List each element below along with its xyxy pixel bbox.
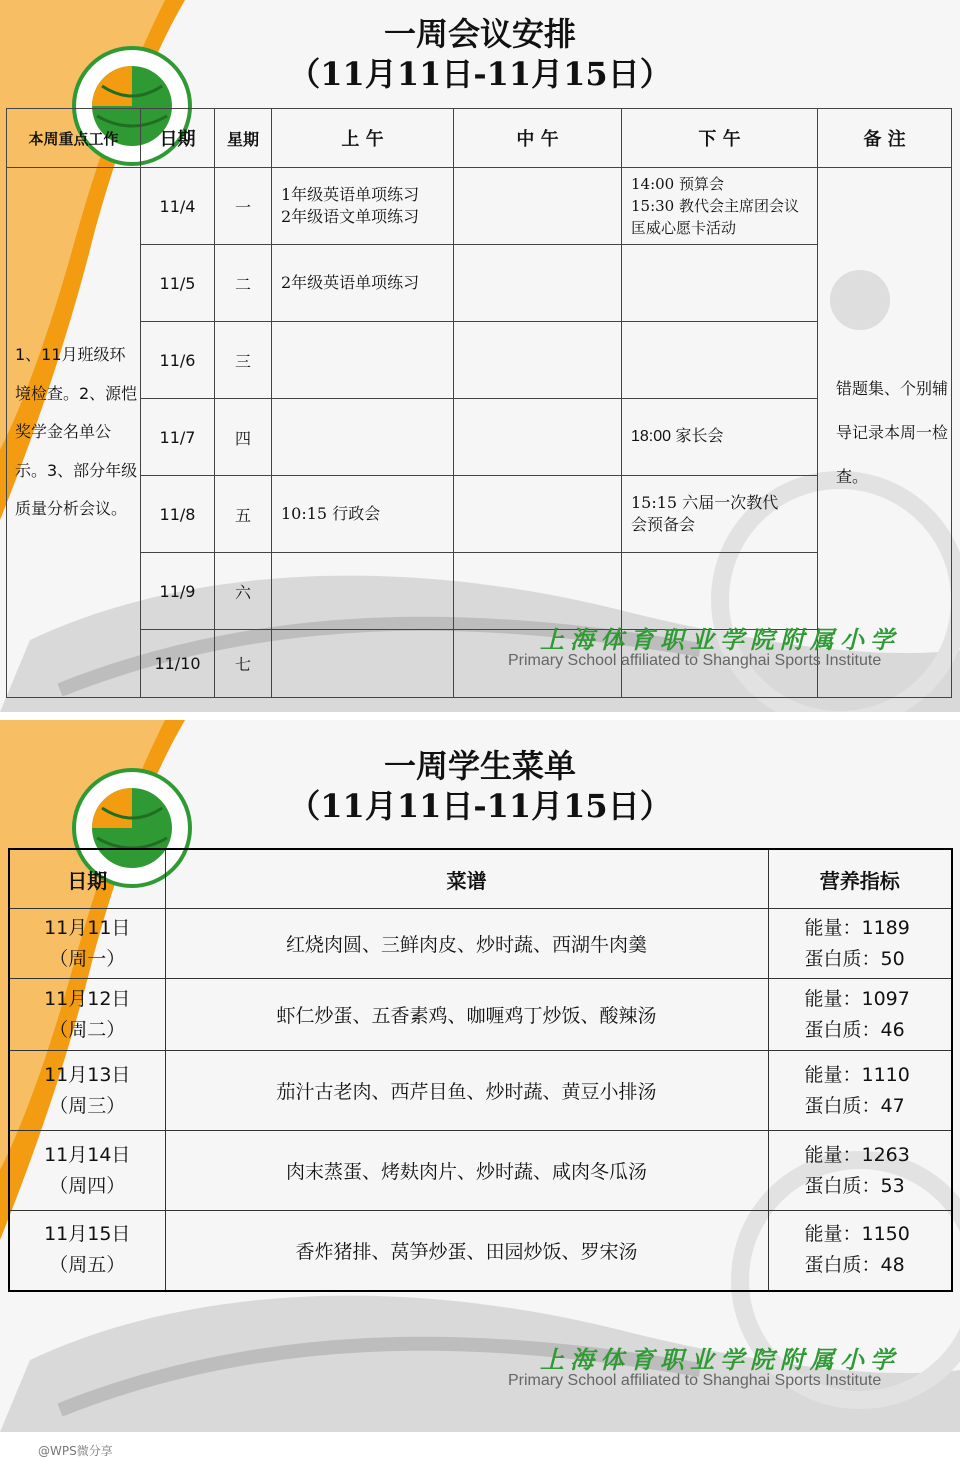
row-weekday: 七 <box>215 630 272 698</box>
school-name-en: Primary School affiliated to Shanghai Sports Institute <box>508 1372 882 1389</box>
header-noon: 中 午 <box>454 109 622 168</box>
header-weekday: 星期 <box>215 109 272 168</box>
row-weekday: 六 <box>215 553 272 630</box>
table-row <box>9 979 952 1051</box>
menu-dishes: 红烧肉圆、三鲜肉皮、炒时蔬、西湖牛肉羹 <box>165 909 768 979</box>
header-afternoon: 下 午 <box>622 109 818 168</box>
menu-dishes: 香炸猪排、莴笋炒蛋、田园炒饭、罗宋汤 <box>165 1211 768 1291</box>
row-afternoon: 14:00 预算会 15:30 教代会主席团会议 匡威心愿卡活动 <box>622 168 818 245</box>
school-name-cn: 上海体育职业学院附属小学 <box>540 625 900 654</box>
row-noon <box>454 476 622 553</box>
row-weekday: 一 <box>215 168 272 245</box>
row-weekday: 二 <box>215 245 272 322</box>
menu-dishes: 虾仁炒蛋、五香素鸡、咖喱鸡丁炒饭、酸辣汤 <box>165 979 768 1051</box>
row-date: 11/6 <box>141 322 215 399</box>
row-weekday: 五 <box>215 476 272 553</box>
menu-table <box>8 848 953 1292</box>
row-date: 11/7 <box>141 399 215 476</box>
table-row <box>9 1051 952 1131</box>
row-date: 11/5 <box>141 245 215 322</box>
row-morning: 2年级英语单项练习 <box>272 245 454 322</box>
row-morning: 10:15 行政会 <box>272 476 454 553</box>
table-row <box>9 909 952 979</box>
header-nutrition: 营养指标 <box>768 849 952 909</box>
row-morning <box>272 322 454 399</box>
menu-date: 11月11日 （周一） <box>9 909 165 979</box>
menu-nutrition: 能量：1263 蛋白质：53 <box>768 1131 952 1211</box>
student-menu-page <box>0 720 960 1432</box>
menu-dishes: 肉末蒸蛋、烤麸肉片、炒时蔬、咸肉冬瓜汤 <box>165 1131 768 1211</box>
row-morning: 1年级英语单项练习 2年级语文单项练习 <box>272 168 454 245</box>
header-morning: 上 午 <box>272 109 454 168</box>
table-row <box>7 399 952 476</box>
header-focus: 本周重点工作 <box>7 109 141 168</box>
menu-date: 11月13日 （周三） <box>9 1051 165 1131</box>
row-noon <box>454 245 622 322</box>
menu-date: 11月12日 （周二） <box>9 979 165 1051</box>
menu-title: 一周学生菜单 <box>383 747 576 785</box>
weekly-focus-text: 1、11月班级环境检查。2、源恺奖学金名单公示。3、部分年级质量分析会议。 <box>7 168 141 698</box>
menu-dishes: 茄汁古老肉、西芹目鱼、炒时蔬、黄豆小排汤 <box>165 1051 768 1131</box>
row-afternoon <box>622 553 818 630</box>
meeting-header-row <box>7 109 952 168</box>
table-row <box>9 1211 952 1291</box>
table-row <box>9 1131 952 1211</box>
row-weekday: 四 <box>215 399 272 476</box>
row-afternoon: 18:00 家长会 <box>622 399 818 476</box>
meeting-table <box>6 108 952 698</box>
menu-nutrition: 能量：1150 蛋白质：48 <box>768 1211 952 1291</box>
header-date: 日期 <box>9 849 165 909</box>
meeting-title: 一周会议安排 <box>383 15 576 53</box>
table-row <box>7 476 952 553</box>
row-afternoon <box>622 322 818 399</box>
row-date: 11/8 <box>141 476 215 553</box>
header-remark: 备 注 <box>818 109 952 168</box>
header-dishes: 菜谱 <box>165 849 768 909</box>
meeting-schedule-page <box>0 0 960 712</box>
header-date: 日期 <box>141 109 215 168</box>
row-noon <box>454 322 622 399</box>
meeting-date-range: （11月11日-11月15日） <box>288 55 672 93</box>
row-noon <box>454 553 622 630</box>
row-morning <box>272 553 454 630</box>
table-row <box>7 168 952 245</box>
table-row <box>7 245 952 322</box>
row-afternoon: 15:15 六届一次教代 会预备会 <box>622 476 818 553</box>
row-weekday: 三 <box>215 322 272 399</box>
remark-text: 错题集、个别辅导记录本周一检查。 <box>818 168 952 698</box>
row-date: 11/4 <box>141 168 215 245</box>
menu-nutrition: 能量：1110 蛋白质：47 <box>768 1051 952 1131</box>
menu-date: 11月15日 （周五） <box>9 1211 165 1291</box>
menu-date-range: （11月11日-11月15日） <box>288 787 672 825</box>
school-name-cn: 上海体育职业学院附属小学 <box>540 1345 900 1374</box>
school-name-en: Primary School affiliated to Shanghai Sports Institute <box>508 652 882 669</box>
menu-nutrition: 能量：1189 蛋白质：50 <box>768 909 952 979</box>
row-date: 11/10 <box>141 630 215 698</box>
row-afternoon <box>622 245 818 322</box>
row-date: 11/9 <box>141 553 215 630</box>
menu-header-row <box>9 849 952 909</box>
row-noon <box>454 399 622 476</box>
table-row <box>7 322 952 399</box>
table-row <box>7 553 952 630</box>
row-morning <box>272 399 454 476</box>
menu-nutrition: 能量：1097 蛋白质：46 <box>768 979 952 1051</box>
menu-date: 11月14日 （周四） <box>9 1131 165 1211</box>
wps-watermark: @WPS微分享 <box>38 1444 113 1458</box>
row-morning <box>272 630 454 698</box>
row-noon <box>454 168 622 245</box>
